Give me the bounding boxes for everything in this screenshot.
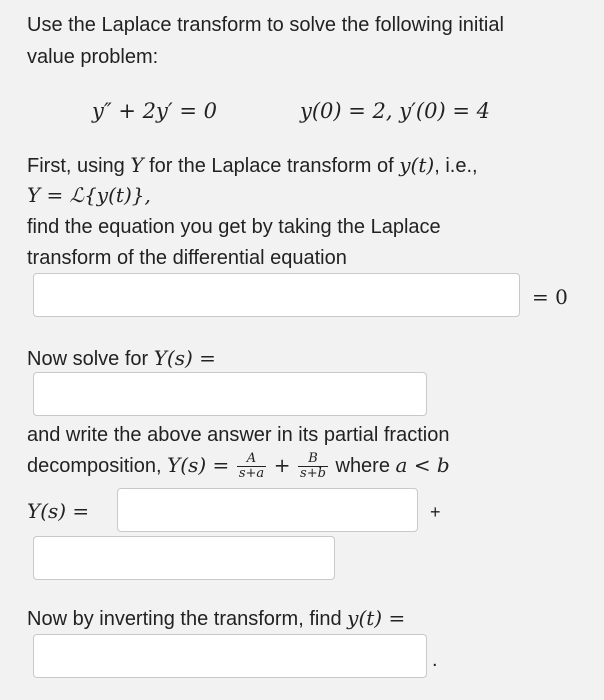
first-line-2: Y = ℒ{y(t)}, [27, 183, 151, 207]
partial-line-1: and write the above answer in its partial fraction [27, 424, 450, 446]
invert-label [27, 603, 405, 634]
yt-input[interactable] [33, 634, 427, 678]
first-line-1 [27, 150, 478, 181]
ode-equation: y″ + 2y′ = 0 [92, 99, 217, 123]
partial-B-input[interactable] [33, 536, 335, 580]
laplace-equation-input[interactable] [33, 273, 520, 317]
fraction-A: $\frac{A}{s+a}$ [238, 451, 265, 482]
partial-text: decomposition, [27, 455, 168, 477]
partial-where: where [329, 455, 396, 477]
first-line-3: find the equation you get by taking the Laplace [27, 216, 441, 238]
partial-plus: + [273, 453, 291, 477]
first-yt: y(t) [399, 153, 435, 177]
solve-Ys-input[interactable] [33, 372, 427, 416]
partial-Ys: Y(s) = [167, 453, 230, 477]
plus-after-input: + [430, 502, 441, 522]
intro-line-1: Use the Laplace transform to solve the following initial [27, 14, 504, 36]
solve-math: Y(s) = [153, 346, 216, 370]
invert-text: Now by inverting the transform, find [27, 608, 348, 630]
partial-A-input[interactable] [117, 488, 418, 532]
solve-label [27, 343, 216, 374]
first-text: First, using [27, 155, 131, 177]
equals-zero: = 0 [532, 285, 568, 309]
fraction-B: $\frac{B}{s+b}$ [300, 451, 326, 482]
partial-line-2 [27, 450, 450, 481]
partial-condition: a < b [395, 453, 450, 477]
solve-text: Now solve for [27, 348, 154, 370]
intro-line-2: value problem: [27, 46, 159, 68]
first-line-4: transform of the differential equation [27, 247, 347, 269]
first-mid: for the Laplace transform of [143, 155, 400, 177]
initial-conditions: y(0) = 2, y′(0) = 4 [300, 99, 490, 123]
final-period: . [432, 649, 438, 671]
Ys-label: Y(s) = [27, 499, 90, 523]
invert-math: y(t) = [347, 606, 406, 630]
first-Y: Y [130, 153, 144, 177]
first-end: , i.e., [434, 155, 478, 177]
